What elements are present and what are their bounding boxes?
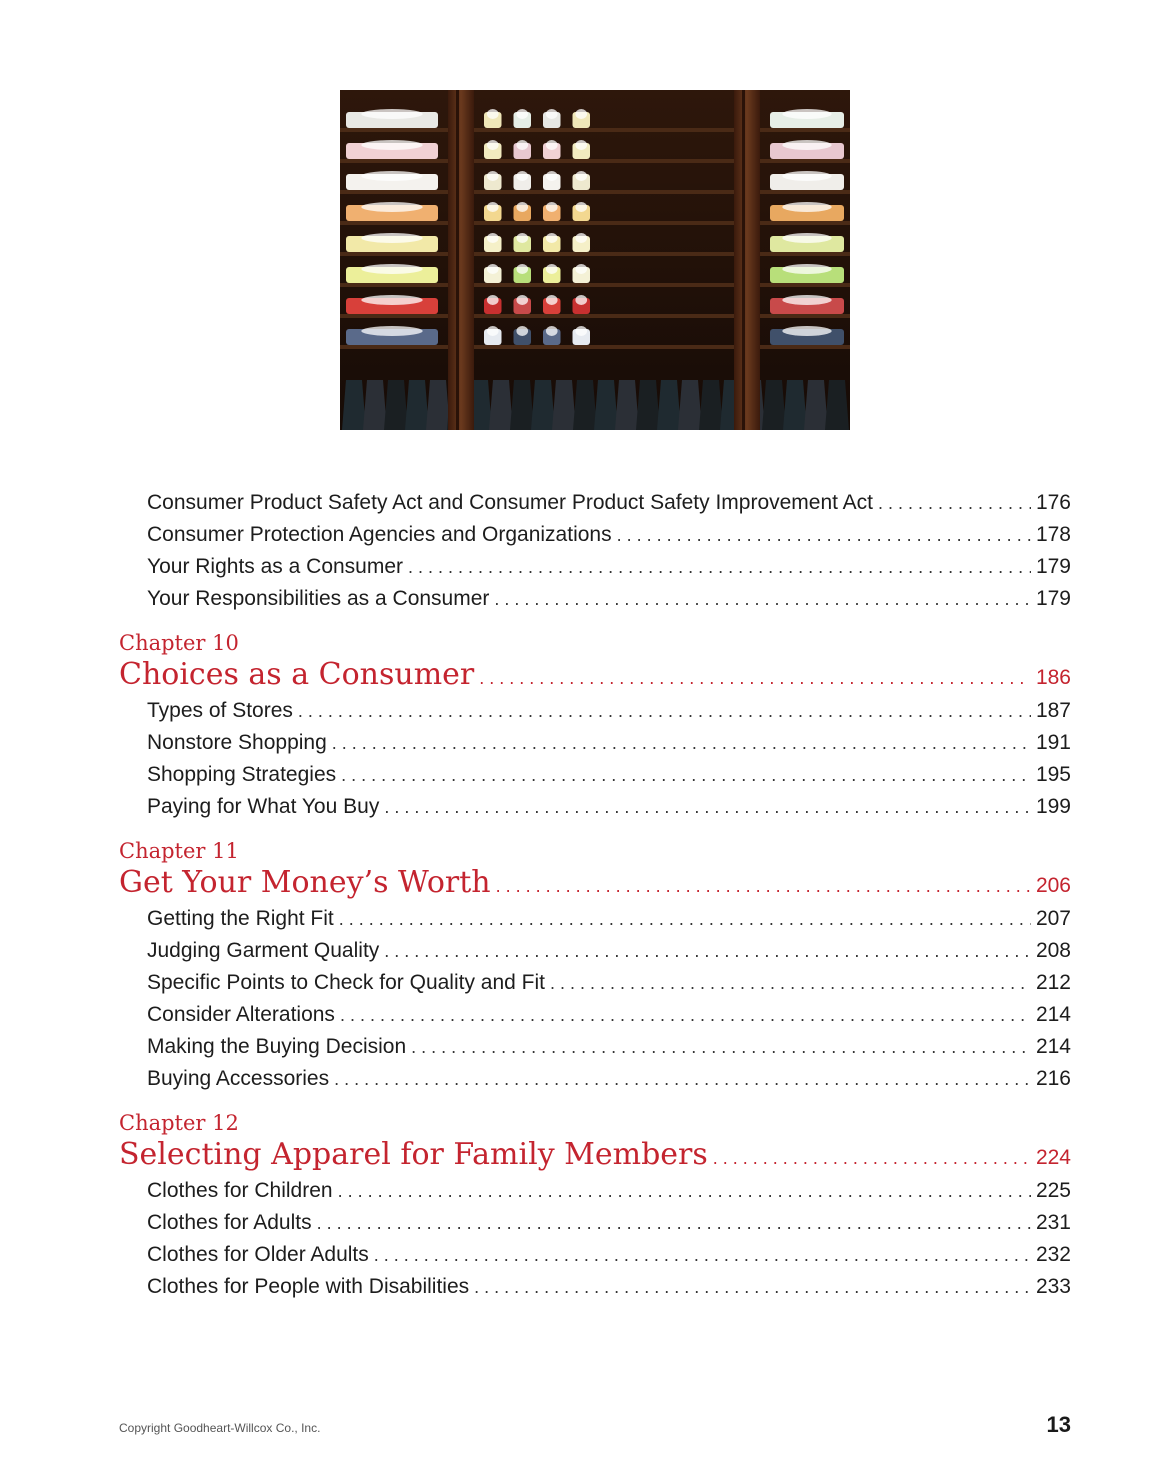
table-of-contents [119, 491, 1071, 1307]
toc-entry-title: Making the Buying Decision [147, 1035, 407, 1058]
toc-entry[interactable] [119, 763, 1071, 795]
toc-entry[interactable] [119, 523, 1071, 555]
toc-entry-page: 214 [1035, 1003, 1071, 1026]
toc-entry-page: 176 [1035, 491, 1071, 514]
toc-entry-title: Clothes for Older Adults [147, 1243, 369, 1266]
dot-leader [617, 525, 1031, 546]
toc-entry-page: 199 [1035, 795, 1071, 818]
dot-leader [494, 589, 1031, 610]
dot-leader [411, 1037, 1031, 1058]
toc-entry[interactable] [119, 1243, 1071, 1275]
toc-entry[interactable] [119, 1211, 1071, 1243]
toc-entry[interactable] [119, 731, 1071, 763]
toc-entry-title: Consumer Product Safety Act and Consumer Product Safety Improvement Act [147, 491, 874, 514]
toc-entry-title: Shopping Strategies [147, 763, 337, 786]
chapter-title-page: 186 [1035, 666, 1071, 689]
chapter-block [119, 837, 1071, 1099]
intro-entries [119, 491, 1071, 619]
toc-entry[interactable] [119, 491, 1071, 523]
chapter-title-title: Get Your Money’s Worth [119, 865, 491, 900]
chapter-label: Chapter 12 [119, 1111, 239, 1135]
toc-entry-page: 179 [1035, 555, 1071, 578]
dot-leader [298, 701, 1031, 722]
toc-entry-page: 232 [1035, 1243, 1071, 1266]
chapter-title[interactable] [119, 865, 1071, 905]
shirt-display-photo [340, 90, 850, 430]
toc-entry[interactable] [119, 795, 1071, 827]
toc-entry-page: 216 [1035, 1067, 1071, 1090]
dot-leader [713, 1148, 1031, 1169]
chapter-title-title: Selecting Apparel for Family Members [119, 1137, 708, 1172]
chapter-title-page: 206 [1035, 874, 1071, 897]
dot-leader [317, 1213, 1031, 1234]
toc-entry[interactable] [119, 907, 1071, 939]
dot-leader [878, 493, 1031, 514]
toc-entry-page: 207 [1035, 907, 1071, 930]
toc-entry-title: Judging Garment Quality [147, 939, 380, 962]
toc-entry-page: 214 [1035, 1035, 1071, 1058]
toc-entry[interactable] [119, 1003, 1071, 1035]
toc-entry-title: Your Responsibilities as a Consumer [147, 587, 490, 610]
dot-leader [374, 1245, 1031, 1266]
chapter-label: Chapter 10 [119, 631, 239, 655]
toc-entry-title: Types of Stores [147, 699, 293, 722]
toc-entry-page: 187 [1035, 699, 1071, 722]
toc-entry-title: Clothes for Children [147, 1179, 333, 1202]
chapter-entries [119, 907, 1071, 1099]
dot-leader [550, 973, 1031, 994]
toc-entry[interactable] [119, 587, 1071, 619]
dot-leader [340, 1005, 1031, 1026]
toc-entry[interactable] [119, 699, 1071, 731]
toc-entry-title: Nonstore Shopping [147, 731, 327, 754]
chapter-title-page: 224 [1035, 1146, 1071, 1169]
toc-entry[interactable] [119, 939, 1071, 971]
dot-leader [338, 1181, 1031, 1202]
toc-entry[interactable] [119, 1067, 1071, 1099]
dot-leader [334, 1069, 1031, 1090]
toc-entry-title: Buying Accessories [147, 1067, 330, 1090]
toc-entry-page: 231 [1035, 1211, 1071, 1234]
dot-leader [384, 797, 1031, 818]
dot-leader [332, 733, 1031, 754]
toc-entry-page: 212 [1035, 971, 1071, 994]
toc-entry-page: 208 [1035, 939, 1071, 962]
toc-entry[interactable] [119, 1275, 1071, 1307]
toc-entry-title: Clothes for People with Disabilities [147, 1275, 470, 1298]
toc-entry-page: 179 [1035, 587, 1071, 610]
dot-leader [384, 941, 1031, 962]
dot-leader [341, 765, 1031, 786]
toc-entry[interactable] [119, 1179, 1071, 1211]
chapter-entries [119, 699, 1071, 827]
toc-entry-title: Getting the Right Fit [147, 907, 334, 930]
dot-leader [496, 876, 1031, 897]
copyright-notice: Copyright Goodheart-Willcox Co., Inc. [119, 1421, 321, 1435]
toc-entry-page: 178 [1035, 523, 1071, 546]
dot-leader [479, 668, 1031, 689]
chapter-block [119, 1109, 1071, 1307]
toc-entry-title: Consider Alterations [147, 1003, 335, 1026]
chapter-title[interactable] [119, 1137, 1071, 1177]
toc-entry[interactable] [119, 555, 1071, 587]
toc-entry-title: Paying for What You Buy [147, 795, 380, 818]
chapter-title-title: Choices as a Consumer [119, 657, 475, 692]
toc-entry-page: 233 [1035, 1275, 1071, 1298]
toc-entry-title: Clothes for Adults [147, 1211, 312, 1234]
dot-leader [408, 557, 1031, 578]
chapter-list [119, 629, 1071, 1307]
page-number: 13 [1046, 1412, 1071, 1437]
toc-entry-page: 195 [1035, 763, 1071, 786]
toc-entry-title: Your Rights as a Consumer [147, 555, 404, 578]
toc-entry-page: 191 [1035, 731, 1071, 754]
toc-entry-title: Consumer Protection Agencies and Organizations [147, 523, 612, 546]
dot-leader [339, 909, 1031, 930]
chapter-title[interactable] [119, 657, 1071, 697]
chapter-label: Chapter 11 [119, 839, 239, 863]
dot-leader [474, 1277, 1031, 1298]
chapter-block [119, 629, 1071, 827]
toc-entry-page: 225 [1035, 1179, 1071, 1202]
chapter-entries [119, 1179, 1071, 1307]
toc-entry[interactable] [119, 1035, 1071, 1067]
toc-entry-title: Specific Points to Check for Quality and Fit [147, 971, 546, 994]
toc-entry[interactable] [119, 971, 1071, 1003]
